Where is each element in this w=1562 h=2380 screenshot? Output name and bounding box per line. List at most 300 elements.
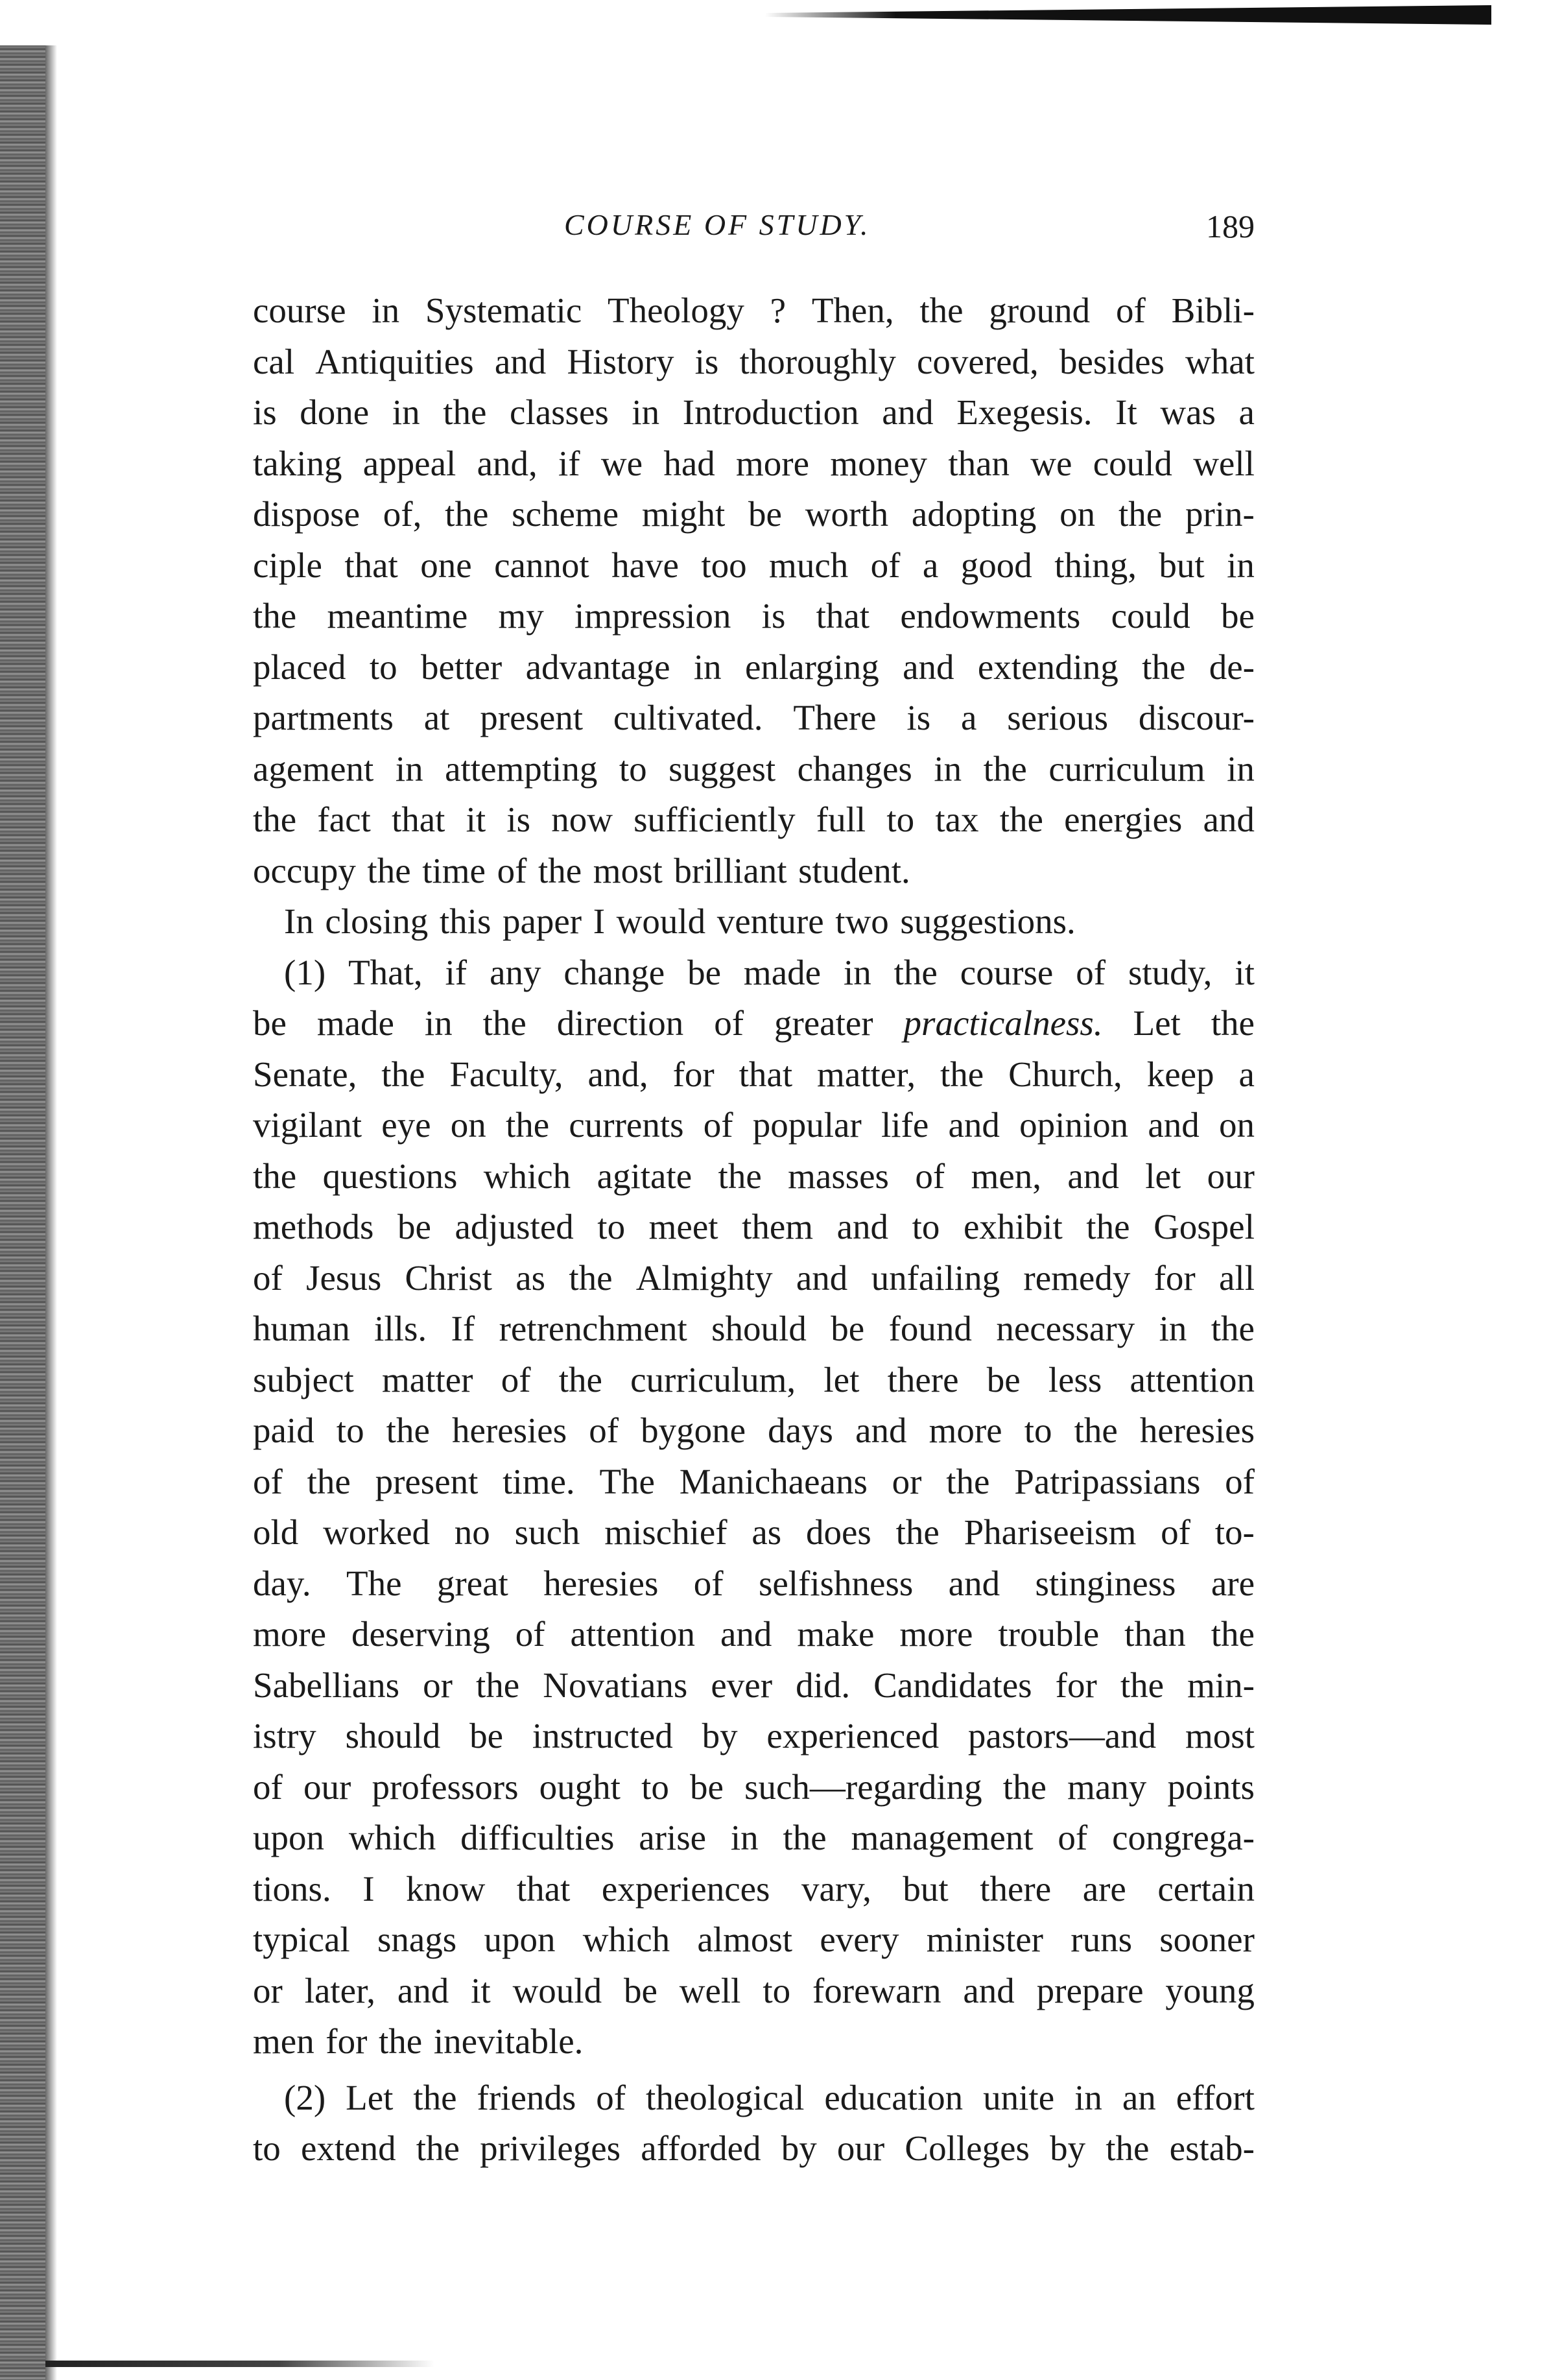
text-line xyxy=(253,489,1255,540)
word: be xyxy=(748,494,782,534)
word: one xyxy=(420,545,472,585)
text-line xyxy=(253,540,1255,591)
word: the xyxy=(253,596,297,636)
word: suggest xyxy=(669,748,776,789)
word: attention xyxy=(1130,1359,1255,1399)
word: enlarging xyxy=(745,647,879,687)
word: that xyxy=(516,1868,571,1909)
word: of xyxy=(253,1257,283,1298)
word: life xyxy=(881,1105,929,1145)
word: remedy xyxy=(1023,1257,1131,1298)
word: ciple xyxy=(253,545,322,585)
word: the xyxy=(946,1461,990,1501)
word: of xyxy=(501,1359,531,1399)
word: If xyxy=(451,1309,475,1348)
word: our xyxy=(836,2128,885,2168)
word: sufficiently xyxy=(633,800,796,839)
word: agement xyxy=(253,748,374,789)
word: bygone xyxy=(641,1410,746,1450)
word: mischief xyxy=(604,1512,728,1552)
word: and, xyxy=(477,443,538,483)
word: popular xyxy=(752,1105,862,1145)
word: the xyxy=(445,494,489,534)
word: in xyxy=(1227,545,1255,585)
word: many xyxy=(1067,1767,1147,1807)
word: minister xyxy=(926,1920,1043,1959)
word: present xyxy=(375,1461,479,1501)
word: our xyxy=(303,1767,351,1807)
word: matter xyxy=(382,1359,473,1399)
word: the xyxy=(379,2021,423,2061)
word: let xyxy=(1145,1156,1181,1196)
word: full xyxy=(816,800,866,839)
word: Systematic xyxy=(425,291,582,330)
word: was xyxy=(1160,392,1216,432)
word: and xyxy=(963,1970,1015,2010)
word: estab- xyxy=(1169,2128,1255,2168)
word: could xyxy=(1093,443,1172,483)
word: congrega- xyxy=(1112,1818,1255,1857)
word: of xyxy=(589,1410,619,1450)
word: currents xyxy=(569,1105,684,1145)
word: a xyxy=(1238,1054,1255,1094)
word: this xyxy=(439,901,491,941)
page-number: 189 xyxy=(1206,208,1255,244)
word: ground xyxy=(989,291,1091,330)
word: as xyxy=(515,1257,546,1298)
word: study, xyxy=(1128,952,1213,992)
word: and xyxy=(836,1207,889,1246)
text-line xyxy=(253,2123,1255,2174)
word: ought xyxy=(539,1767,621,1807)
word: our xyxy=(1207,1156,1255,1196)
word: of xyxy=(703,1105,733,1145)
word: the xyxy=(1086,1207,1130,1246)
word: cal xyxy=(253,341,295,381)
scan-top-rule xyxy=(765,5,1491,25)
text-line xyxy=(253,1558,1255,1610)
word: points xyxy=(1167,1767,1255,1807)
word: be xyxy=(831,1309,865,1348)
word: in xyxy=(934,748,962,789)
text-line xyxy=(253,846,1255,897)
word: upon xyxy=(484,1920,556,1959)
word: time xyxy=(422,850,486,890)
word: which xyxy=(348,1818,436,1857)
word: made xyxy=(743,952,822,992)
text-line xyxy=(253,1202,1255,1253)
text-line xyxy=(253,2016,1255,2067)
word: should xyxy=(345,1716,441,1755)
word: changes xyxy=(797,748,912,789)
word: almost xyxy=(697,1920,793,1959)
word: I xyxy=(362,1868,375,1909)
word: the xyxy=(367,850,411,890)
word: we xyxy=(600,443,643,483)
word: privileges xyxy=(480,2128,621,2168)
word: if xyxy=(445,952,467,992)
word: does xyxy=(805,1512,871,1552)
word: any xyxy=(490,952,541,992)
word: inevitable. xyxy=(433,2021,584,2061)
word: attention xyxy=(570,1614,695,1654)
word: and xyxy=(855,1410,907,1450)
text-line xyxy=(253,947,1255,999)
word: thoroughly xyxy=(739,341,896,381)
word: agitate xyxy=(597,1156,692,1196)
word: afforded xyxy=(641,2128,761,2168)
word: done xyxy=(300,392,370,432)
word: is xyxy=(253,392,277,432)
word: Sabellians xyxy=(253,1665,400,1705)
word: men, xyxy=(971,1156,1042,1196)
word: partments xyxy=(253,698,394,737)
word: besides xyxy=(1059,341,1165,381)
text-line xyxy=(253,744,1255,795)
word: pastors—and xyxy=(967,1716,1157,1755)
word: the xyxy=(505,1105,550,1145)
word: in xyxy=(1227,748,1255,789)
word: be xyxy=(253,1003,287,1043)
word: the xyxy=(253,1156,297,1196)
word: to xyxy=(641,1767,669,1807)
word: the xyxy=(1142,647,1186,687)
word: now xyxy=(551,800,613,839)
word: the xyxy=(416,2128,460,2168)
word: Let xyxy=(346,2077,394,2117)
word: student. xyxy=(798,850,910,890)
word: that xyxy=(739,1054,793,1094)
text-line xyxy=(253,387,1255,438)
word: stinginess xyxy=(1035,1563,1176,1603)
text-line xyxy=(253,1253,1255,1304)
word: cannot xyxy=(494,545,589,585)
text-line xyxy=(253,1914,1255,1966)
word: the xyxy=(895,1512,940,1552)
word: of xyxy=(1058,1818,1088,1857)
word: let xyxy=(823,1359,860,1399)
word: brilliant xyxy=(674,850,787,890)
word: course xyxy=(960,952,1054,992)
word: the xyxy=(482,1003,527,1043)
word: which xyxy=(483,1156,571,1196)
word: subject xyxy=(253,1359,354,1399)
word: unite xyxy=(983,2077,1055,2117)
text-line xyxy=(253,693,1255,744)
word: be xyxy=(623,1970,657,2010)
text-line xyxy=(253,1966,1255,2017)
word: the xyxy=(718,1156,762,1196)
word: to- xyxy=(1214,1512,1255,1552)
word: of, xyxy=(383,494,422,534)
word: difficulties xyxy=(460,1818,615,1857)
word: the xyxy=(1118,494,1163,534)
word: or xyxy=(892,1461,922,1501)
word: classes xyxy=(510,392,609,432)
body-text xyxy=(253,285,1255,2174)
word: experiences xyxy=(601,1868,770,1909)
word: of xyxy=(1225,1461,1255,1501)
word: the xyxy=(413,2077,457,2117)
text-line xyxy=(253,1457,1255,1508)
text-line xyxy=(253,1813,1255,1864)
word: that xyxy=(391,800,445,839)
text-line xyxy=(253,794,1255,846)
word: the xyxy=(1211,1003,1255,1043)
word: if xyxy=(558,443,580,483)
word: occupy xyxy=(253,850,356,890)
word: I xyxy=(593,901,606,941)
text-line xyxy=(253,1405,1255,1457)
word: In xyxy=(284,901,314,941)
word: no xyxy=(454,1512,490,1552)
word: istry xyxy=(253,1716,316,1755)
word: much xyxy=(769,545,849,585)
word: the xyxy=(476,1665,520,1705)
word: The xyxy=(599,1461,655,1501)
word: appeal xyxy=(362,443,456,483)
word: deserving xyxy=(351,1614,490,1654)
word: Then, xyxy=(811,291,894,330)
word: is xyxy=(694,341,719,381)
word: Patripassians xyxy=(1014,1461,1201,1501)
word: the xyxy=(538,850,582,890)
word: and xyxy=(494,341,547,381)
word: and xyxy=(882,392,934,432)
word: eye xyxy=(381,1105,431,1145)
word: Christ xyxy=(405,1257,492,1298)
word: be xyxy=(687,952,721,992)
text-line xyxy=(253,1355,1255,1406)
word: Antiquities xyxy=(315,341,474,381)
text-line xyxy=(253,337,1255,388)
word: it xyxy=(1235,952,1255,992)
word: Theology xyxy=(608,291,744,330)
word: for xyxy=(1055,1665,1097,1705)
word: serious xyxy=(1007,698,1109,737)
word: day. xyxy=(253,1563,311,1603)
word: the xyxy=(940,1054,984,1094)
word: upon xyxy=(253,1818,324,1857)
word: Jesus xyxy=(306,1257,382,1298)
word: Church, xyxy=(1008,1054,1122,1094)
word: of xyxy=(1161,1512,1190,1552)
running-head xyxy=(253,208,1255,259)
word: the xyxy=(919,291,964,330)
word: human xyxy=(253,1309,350,1348)
word: the xyxy=(999,800,1043,839)
word: heresies xyxy=(543,1563,659,1603)
text-line xyxy=(253,285,1255,337)
word: the xyxy=(558,1359,602,1399)
word: Exegesis. xyxy=(956,392,1093,432)
word: more xyxy=(253,1614,327,1654)
word: paper xyxy=(502,901,582,941)
word: every xyxy=(820,1920,899,1959)
word: attempting xyxy=(445,748,598,789)
word: later, xyxy=(304,1970,375,2010)
word: exhibit xyxy=(963,1207,1063,1246)
word: it xyxy=(466,800,486,839)
word: most xyxy=(593,850,663,890)
word: what xyxy=(1185,341,1255,381)
word: theological xyxy=(646,2077,805,2117)
word: tions. xyxy=(253,1868,331,1909)
word: the xyxy=(783,1818,827,1857)
word: extend xyxy=(300,2128,396,2168)
word: and xyxy=(1148,1105,1200,1145)
word: methods xyxy=(253,1207,374,1246)
word: my xyxy=(498,596,544,636)
word: Phariseeism xyxy=(964,1512,1137,1552)
word: change xyxy=(563,952,665,992)
word: could xyxy=(1111,596,1190,636)
word: The xyxy=(346,1563,402,1603)
text-line xyxy=(253,1711,1255,1762)
word: had xyxy=(663,443,715,483)
word: Novatians xyxy=(543,1665,688,1705)
word: in xyxy=(372,291,400,330)
word: fact xyxy=(317,800,371,839)
word: scheme xyxy=(512,494,619,534)
word: well xyxy=(1193,443,1255,483)
word: more xyxy=(899,1614,973,1654)
word: necessary xyxy=(996,1309,1135,1348)
word: the xyxy=(1211,1614,1255,1654)
word: min- xyxy=(1187,1665,1255,1705)
word: impression xyxy=(574,596,731,636)
word: by xyxy=(702,1716,738,1755)
word: Gospel xyxy=(1154,1207,1255,1246)
word: know xyxy=(406,1868,486,1909)
word: might xyxy=(641,494,726,534)
word: in xyxy=(843,952,871,992)
word: there xyxy=(980,1868,1052,1909)
word: curriculum xyxy=(1048,748,1205,789)
running-title: COURSE OF STUDY. xyxy=(564,208,871,241)
word: good xyxy=(960,545,1032,585)
word: in xyxy=(1074,2077,1102,2117)
word: snags xyxy=(377,1920,457,1959)
word: present xyxy=(480,698,584,737)
word: would xyxy=(616,901,706,941)
word: but xyxy=(903,1868,949,1909)
word: of xyxy=(870,545,901,585)
word: and xyxy=(796,1257,848,1298)
word: placed xyxy=(253,647,346,687)
word: two xyxy=(835,901,889,941)
word: and xyxy=(1067,1156,1119,1196)
word: to xyxy=(763,1970,791,2010)
text-line xyxy=(253,1609,1255,1660)
word: friends xyxy=(477,2077,576,2117)
word: young xyxy=(1165,1970,1255,2010)
word: trouble xyxy=(998,1614,1100,1654)
text-line xyxy=(253,642,1255,693)
word: of xyxy=(497,850,527,890)
word: to xyxy=(619,748,647,789)
word: arise xyxy=(639,1818,707,1857)
word: selfishness xyxy=(758,1563,914,1603)
book-spine-edge xyxy=(45,45,57,2380)
word: ever xyxy=(711,1665,773,1705)
word: a xyxy=(960,698,977,737)
word: of xyxy=(915,1156,945,1196)
word: the xyxy=(307,1461,351,1501)
word: in xyxy=(424,1003,453,1043)
word: dispose xyxy=(253,494,360,534)
word: old xyxy=(253,1512,299,1552)
word: (1) xyxy=(284,952,326,992)
word: at xyxy=(423,698,450,737)
word: and xyxy=(903,647,954,687)
word: of xyxy=(515,1614,545,1654)
word: meet xyxy=(648,1207,718,1246)
word: advantage xyxy=(525,647,670,687)
text-line xyxy=(253,1100,1255,1151)
word: than xyxy=(1124,1614,1186,1654)
word: them xyxy=(742,1207,814,1246)
word: Manichaeans xyxy=(679,1461,868,1501)
word: suggestions. xyxy=(900,901,1076,941)
word: of xyxy=(596,2077,626,2117)
word: energies xyxy=(1064,800,1183,839)
word: heresies xyxy=(1139,1410,1255,1450)
word: typical xyxy=(253,1920,350,1959)
word: sooner xyxy=(1159,1920,1255,1959)
word: Senate, xyxy=(253,1054,357,1094)
word: to xyxy=(1024,1410,1052,1450)
word: and xyxy=(397,1970,449,2010)
word: unfailing xyxy=(871,1257,1000,1298)
word: to xyxy=(369,647,397,687)
word: discour- xyxy=(1138,698,1255,737)
word: the xyxy=(1120,1665,1165,1705)
word: less xyxy=(1048,1359,1102,1399)
word: tax xyxy=(935,800,979,839)
word: and xyxy=(948,1105,1000,1145)
word: which xyxy=(582,1920,670,1959)
word: such—regarding xyxy=(744,1767,982,1807)
text-line xyxy=(253,1507,1255,1558)
word: or xyxy=(423,1665,453,1705)
word: or xyxy=(253,1970,283,2010)
word: men xyxy=(253,2021,314,2061)
word: in xyxy=(1159,1309,1187,1348)
word: Let xyxy=(1133,1003,1181,1043)
text-line xyxy=(253,1660,1255,1711)
word: prin- xyxy=(1185,494,1255,534)
word: would xyxy=(512,1970,602,2010)
word: It xyxy=(1115,392,1137,432)
word: a xyxy=(1238,392,1255,432)
word: as xyxy=(751,1512,782,1552)
word: in xyxy=(392,392,420,432)
word: to xyxy=(912,1207,940,1246)
word: and xyxy=(1203,800,1255,839)
word: on xyxy=(1059,494,1096,534)
word: endowments xyxy=(900,596,1081,636)
word: be xyxy=(986,1359,1021,1399)
word: a xyxy=(922,545,939,585)
word: well xyxy=(679,1970,741,2010)
word: there xyxy=(887,1359,959,1399)
book-spine-shadow xyxy=(0,45,45,2380)
word: too xyxy=(701,545,747,585)
word: on xyxy=(1219,1105,1255,1145)
text-line xyxy=(253,1151,1255,1202)
word: forewarn xyxy=(812,1970,941,2010)
